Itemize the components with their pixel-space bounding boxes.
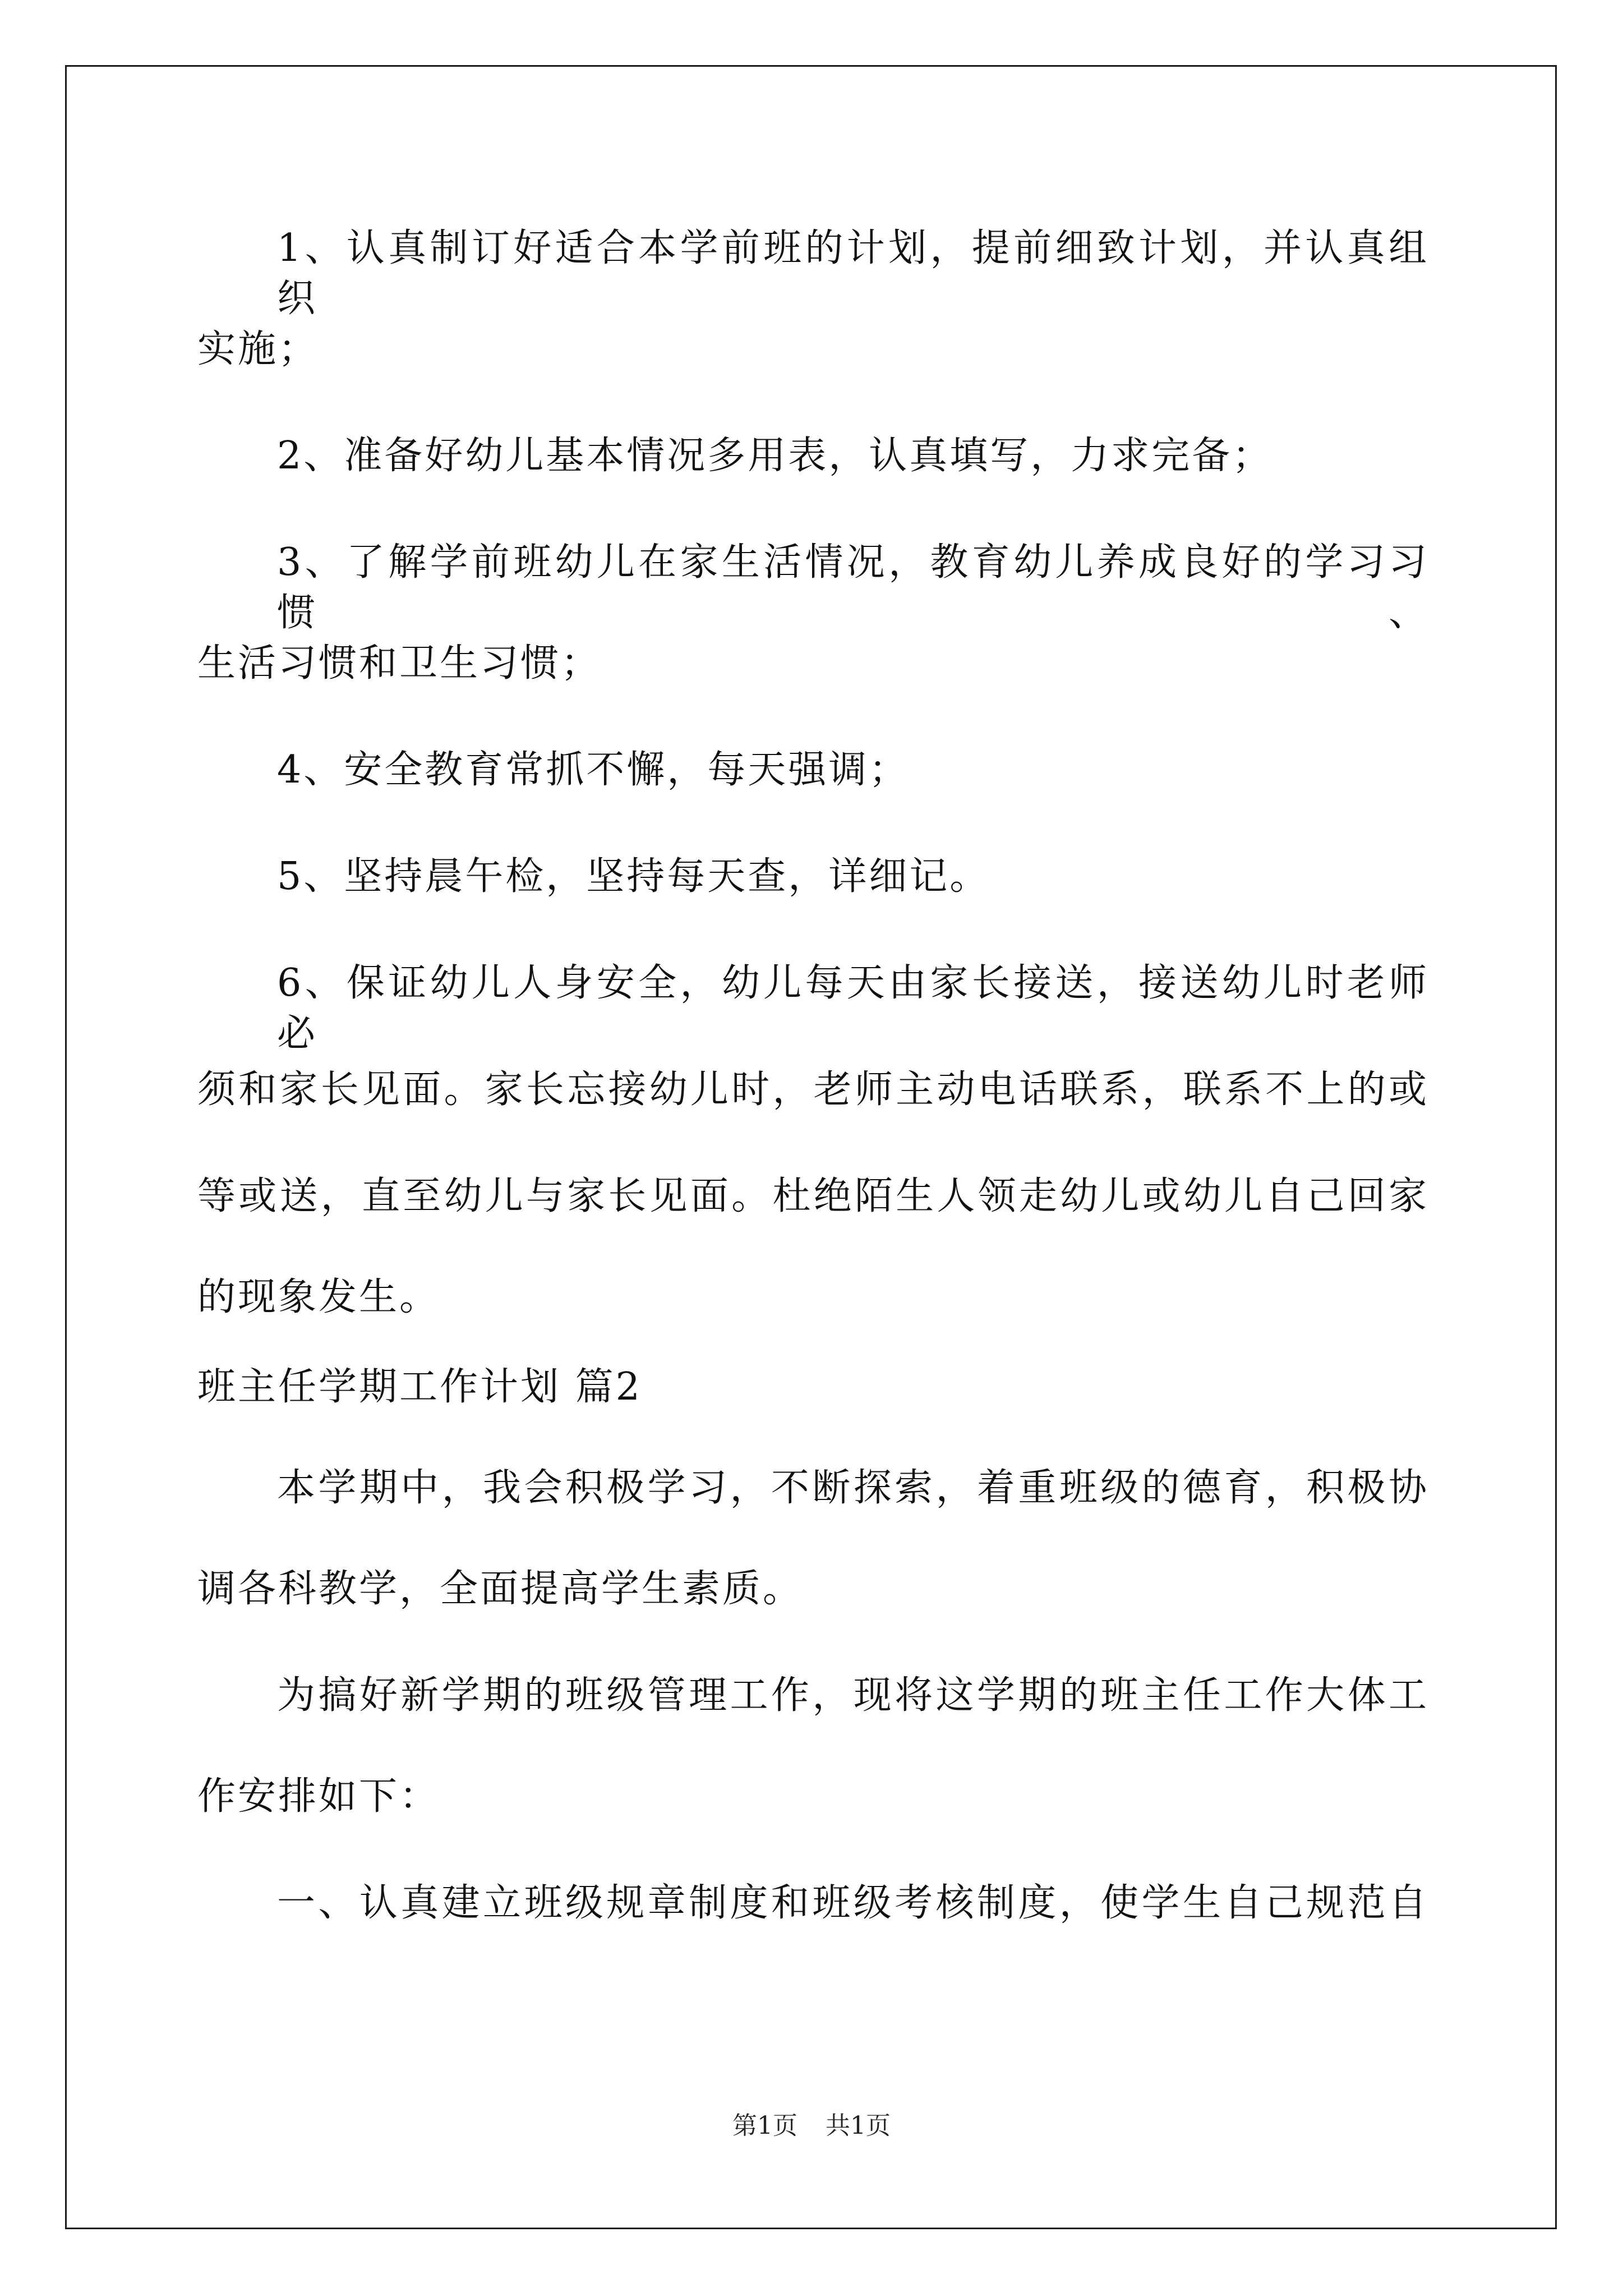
paragraph-line-1: 1、认真制订好适合本学前班的计划，提前细致计划，并认真组织 — [277, 226, 1429, 321]
paragraph-line-14: 调各科教学，全面提高学生素质。 — [197, 1567, 804, 1611]
paragraph-line-10: 等或送，直至幼儿与家长见面。杜绝陌生人领走幼儿或幼儿自己回家 — [197, 1174, 1429, 1218]
paragraph-line-17: 一、认真建立班级规章制度和班级考核制度，使学生自己规范自 — [277, 1881, 1429, 1925]
page-number-total: 共1页 — [826, 2111, 891, 2140]
paragraph-line-15: 为搞好新学期的班级管理工作，现将这学期的班主任工作大体工 — [277, 1673, 1429, 1718]
paragraph-line-7: 5、坚持晨午检，坚持每天查，详细记。 — [277, 854, 990, 899]
paragraph-line-9: 须和家长见面。家长忘接幼儿时，老师主动电话联系，联系不上的或 — [197, 1068, 1429, 1112]
paragraph-line-16: 作安排如下： — [197, 1774, 440, 1819]
paragraph-line-2: 实施； — [197, 327, 319, 371]
page-number-current: 第1页 — [732, 2111, 797, 2140]
paragraph-line-8: 6、保证幼儿人身安全，幼儿每天由家长接送，接送幼儿时老师必 — [277, 961, 1429, 1056]
paragraph-line-3: 2、准备好幼儿基本情况多用表，认真填写，力求完备； — [277, 434, 1273, 478]
paragraph-line-6: 4、安全教育常抓不懈，每天强调； — [277, 748, 910, 792]
page-footer — [0, 2109, 1623, 2143]
paragraph-line-4: 3、了解学前班幼儿在家生活情况，教育幼儿养成良好的学习习惯、 — [277, 540, 1429, 635]
paragraph-line-5: 生活习惯和卫生习惯； — [197, 641, 602, 685]
paragraph-line-11: 的现象发生。 — [197, 1275, 440, 1319]
section-heading: 班主任学期工作计划 篇2 — [197, 1365, 642, 1409]
document-body — [197, 0, 1429, 2296]
paragraph-line-13: 本学期中，我会积极学习，不断探索，着重班级的德育，积极协 — [277, 1466, 1429, 1510]
